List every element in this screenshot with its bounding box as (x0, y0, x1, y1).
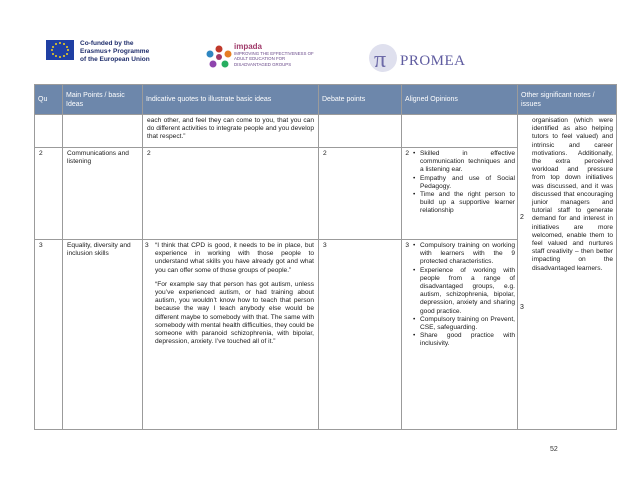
list-item: • Experience of working with people from a range of disadvantaged groups, e.g. autism, schizophrenia, bipolar, depression, anxiety and sharing good practice. (412, 267, 515, 316)
partner-logos (0, 0, 638, 84)
debate-number: 2 (319, 148, 402, 240)
results-table (34, 84, 617, 430)
quote-number: 3 (145, 242, 149, 249)
continued-quote: each other, and feel they can come to you, that you can do different activities to integrate people and you develop that respect.” (143, 115, 319, 148)
quote-cell (143, 240, 319, 430)
list-item: • Compulsory training on working with learners with the 9 protected characteristics. (412, 242, 515, 267)
list-item: • Empathy and use of Social Pedagogy. (412, 175, 515, 191)
aligned-opinions-cell (402, 148, 517, 218)
header-other-issues: Other significant notes / issues (518, 85, 617, 115)
row-number: 3 (35, 240, 63, 430)
other-num-3: 3 (520, 304, 524, 311)
aligned-opinions-cell (402, 240, 518, 430)
eu-funding-text: Co-funded by the Erasmus+ Programme of the European Union (80, 40, 150, 63)
impada-logo-text: impada IMPROVING THE EFFECTIVENESS OF ADULT EDUCATION FOR DISADVANTAGED GROUPS (234, 42, 314, 67)
debate-number: 3 (319, 240, 402, 430)
other-notes-text: organisation (which were identified as also helping tutors to feel valued) and intrinsic and career motivations. Additionally, the extra perceived workload and pressure from top down initiatives was discussed, and it was discussed that encouraging junior managers and tutorial staff to generate demand for and interest in initiatives are more welcomed, enable them to feel valued and nurtures staff creativity – then better impacting on the disadvantaged learners. (532, 117, 613, 272)
aligned-number: 2 (405, 150, 409, 157)
header-qu: Qu (35, 85, 63, 115)
table-row-continued (35, 115, 617, 148)
eu-flag-icon (46, 40, 74, 60)
list-item: • Skilled in effective communication techniques and a listening ear. (412, 150, 515, 175)
header-debate-points: Debate points (319, 85, 402, 115)
svg-text:π: π (374, 47, 387, 73)
row-number: 2 (35, 148, 63, 240)
list-item: • Time and the right person to build up a supportive learner relationship (412, 191, 515, 216)
table-header-row (35, 85, 617, 115)
header-aligned-opinions: Aligned Opinions (402, 85, 518, 115)
quote-number: 2 (143, 148, 319, 240)
other-num-2: 2 (520, 214, 524, 221)
promea-pi-logo-icon (363, 43, 403, 73)
other-notes-cell (518, 115, 617, 430)
main-point: Communications and listening (63, 148, 143, 240)
impada-logo-icon (205, 44, 233, 70)
aligned-list (412, 150, 515, 216)
quote-paragraph: “For example say that person has got autism, unless you’ve experienced autism, or had training about autism, you wouldn’t know how to teach that person because the way I teach anybody else would be different maybe to somebody with that. The same with somebody with mental health difficulties, they could be someone with paranoid schizophrenia, with bipolar, depression, anxiety. I’ve touched all of it.” (155, 280, 314, 346)
header-indicative-quotes: Indicative quotes to illustrate basic ideas (143, 85, 319, 115)
aligned-number: 3 (405, 242, 409, 249)
page-number: 52 (550, 446, 558, 453)
quote-paragraph: “I think that CPD is good, it needs to be in place, but experience in working with those people to understand what skills you have already got and what you can offer some of those groups of people.” (155, 242, 314, 274)
main-point: Equality, diversity and inclusion skills (63, 240, 143, 430)
promea-logo-text: PROMEA (400, 53, 466, 69)
header-main-points: Main Points / basic Ideas (63, 85, 143, 115)
list-item: • Share good practice with inclusivity. (412, 332, 515, 348)
list-item: • Compulsory training on Prevent, CSE, safeguarding. (412, 316, 515, 332)
aligned-list (412, 242, 515, 349)
